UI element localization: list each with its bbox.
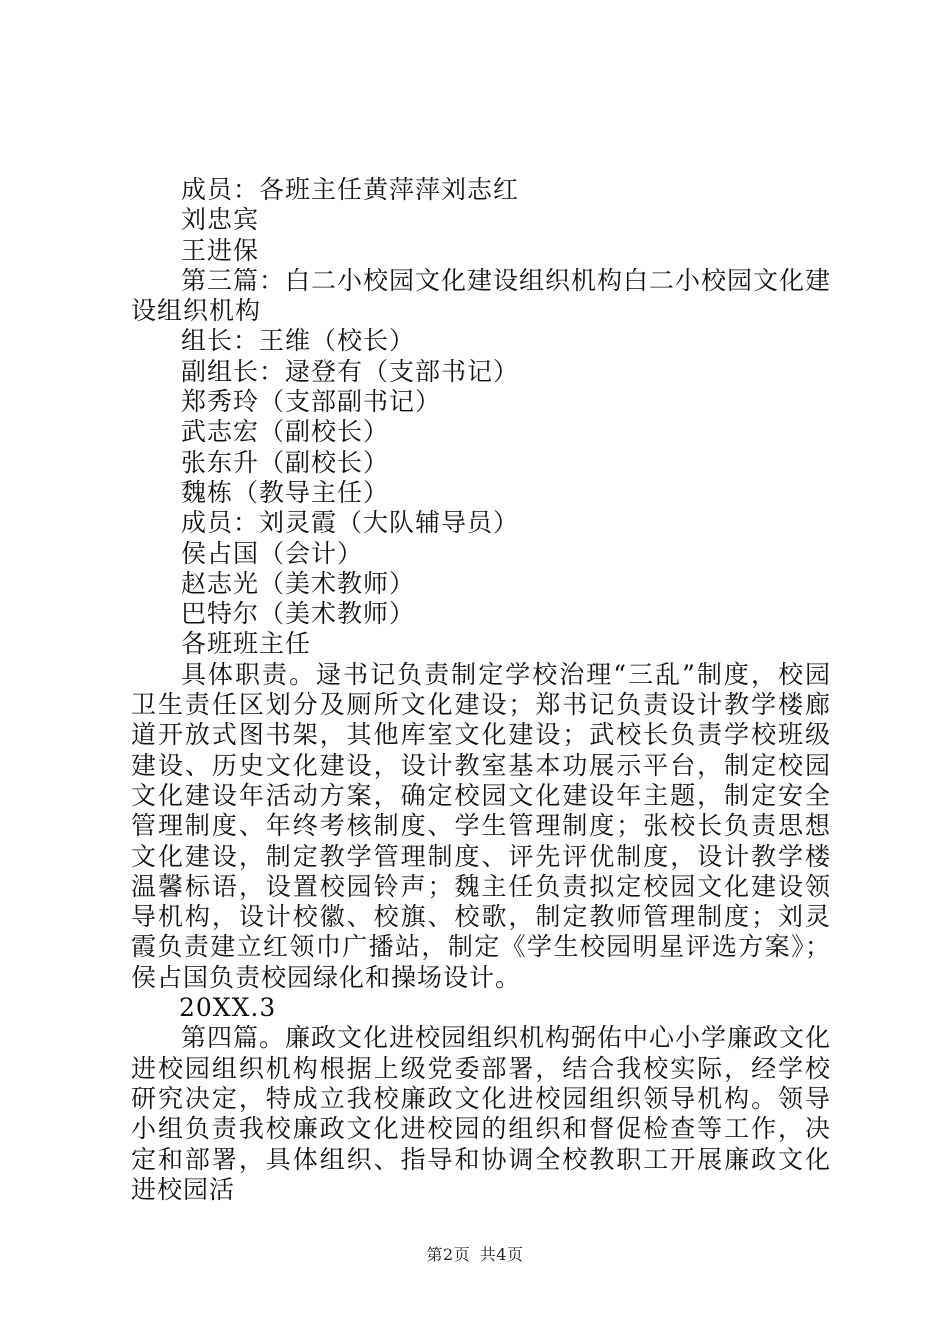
- paragraph-responsibilities: 具体职责。逯书记负责制定学校治理“三乱”制度，校园卫生责任区划分及厕所文化建设；郑书记负责设计教学楼廊道开放式图书架，其他库室文化建设；武校长负责学校班级建设、历史文化建设，设计教室基本功展示平台，制定校园文化建设年活动方案，确定校园文化建设年主题，制定安全管理制度、年终考核制度、学生管理制度；张校长负责思想文化建设，制定教学管理制度、评先评优制度，设计教学楼温馨标语，设置校园铃声；魏主任负责拟定校园文化建设领导机构，设计校徽、校旗、校歌，制定教师管理制度；刘灵霞负责建立红领巾广播站，制定《学生校园明星评选方案》；侯占国负责校园绿化和操场设计。: [131, 659, 831, 992]
- paragraph-members-line: 成员：刘灵霞（大队辅导员）: [181, 508, 520, 538]
- paragraph-team-leader: 组长：王维（校长）: [181, 326, 416, 356]
- page-total: 共4页: [479, 1245, 524, 1264]
- section-heading-part-three: 第三篇：白二小校园文化建设组织机构白二小校园文化建设组织机构: [131, 265, 832, 326]
- paragraph-member-name: 各班班主任: [181, 629, 312, 659]
- paragraph-members-line: 成员：各班主任黄萍萍刘志红: [181, 175, 520, 204]
- page-number: 第2页: [426, 1245, 471, 1264]
- paragraph-member-name: 赵志光（美术教师）: [181, 568, 416, 598]
- paragraph-member-name: 侯占国（会计）: [181, 538, 364, 568]
- paragraph-member-name: 郑秀玲（支部副书记）: [181, 387, 442, 417]
- section-heading-part-four: 第四篇。廉政文化进校园组织机构弼佑中心小学廉政文化进校园组织机构根据上级党委部署，结合我校实际，经学校研究决定，特成立我校廉政文化进校园组织领导机构。领导小组负责我校廉政文化进校园的组织和督促检查等工作，决定和部署，具体组织、指导和协调全校教职工开展廉政文化进校园活: [131, 1023, 832, 1204]
- paragraph-member-name: 魏栋（教导主任）: [181, 477, 390, 507]
- paragraph-member-name: 张东升（副校长）: [181, 447, 390, 477]
- paragraph-member-name: 巴特尔（美术教师）: [181, 599, 416, 629]
- paragraph-date: 20XX.3: [179, 993, 277, 1023]
- paragraph-deputy-leader: 副组长：逯登有（支部书记）: [181, 356, 520, 386]
- document-body: [131, 175, 831, 1205]
- paragraph-member-name: 刘忠宾: [181, 205, 260, 235]
- paragraph-member-name: 武志宏（副校长）: [181, 417, 390, 447]
- page-footer: [0, 1242, 950, 1265]
- paragraph-member-name: 王进保: [181, 235, 260, 265]
